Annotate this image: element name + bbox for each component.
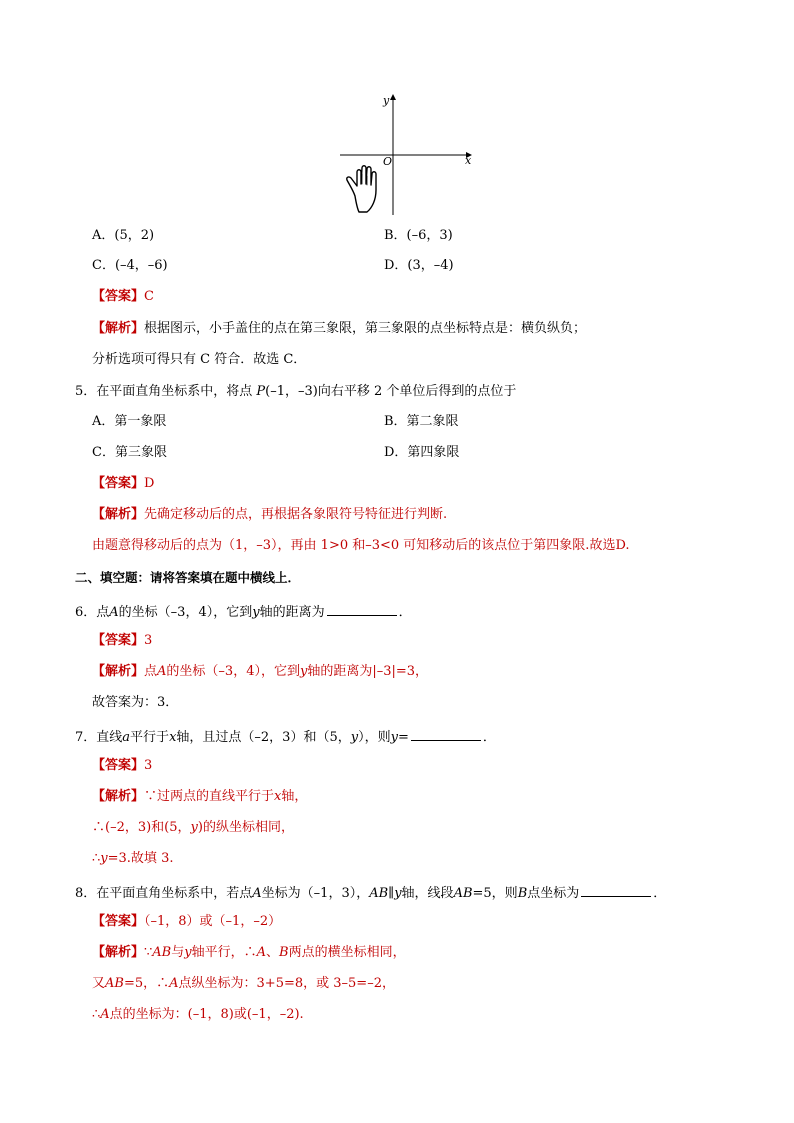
q7-analysis-line-1 — [92, 788, 307, 806]
analysis-tag: 【解析】 — [92, 789, 145, 804]
q8-stem-end: ． — [653, 886, 667, 901]
answer-tag: 【答案】 — [92, 289, 145, 304]
q8-analysis-2var: AB — [105, 976, 124, 991]
q4-analysis-line-2: 分析选项可得只有 C 符合．故选 C． — [92, 352, 307, 367]
hand-icon — [347, 166, 376, 212]
q5-option-c: C．第三象限 — [92, 445, 167, 460]
q7-stem-end: ． — [482, 730, 496, 745]
q8-var-a: A — [252, 886, 262, 901]
q8-answer-blank[interactable] — [581, 882, 651, 897]
q6-analysis-var-y: y — [299, 664, 308, 679]
answer-value: D — [144, 476, 155, 491]
analysis-tag: 【解析】 — [92, 507, 145, 522]
answer-tag: 【答案】 — [92, 476, 145, 491]
q5-stem-post: (–1，–3)向右平移 2 个单位后得到的点位于 — [265, 384, 517, 399]
q8-stem-b: 坐标为（–1，3）， — [261, 886, 370, 901]
q4-option-b: B．(–6，3) — [384, 228, 453, 243]
q8-stem-c: ∥ — [388, 886, 395, 901]
q8-analysis-1c: 轴平行，∴ — [191, 945, 257, 960]
y-axis-label: y — [383, 94, 390, 107]
q8-analysis-3b: 点的坐标为：(–1，8)或(–1，–2). — [109, 1007, 304, 1022]
q4-option-d: D．(3，–4) — [384, 258, 454, 273]
analysis-tag: 【解析】 — [92, 321, 145, 336]
q8-analysis-1var2: y — [184, 945, 192, 960]
q6-stem-end: ． — [398, 605, 412, 620]
q6-stem-b: 的坐标（–3，4），它到 — [118, 605, 253, 620]
q7-analysis-3a: ∴ — [92, 851, 101, 866]
q8-analysis-2c: 点纵坐标为：3+5=8，或 3–5=–2， — [178, 976, 395, 991]
q5-analysis-line-1 — [92, 506, 447, 524]
answer-value: 3 — [144, 633, 153, 648]
q5-answer — [92, 475, 154, 493]
q8-analysis-1d: 、 — [266, 945, 280, 960]
q5-option-a: A．第一象限 — [92, 414, 167, 429]
q8-var-y: y — [394, 886, 402, 901]
q7-stem — [75, 726, 496, 747]
answer-tag: 【答案】 — [92, 914, 145, 929]
q8-analysis-2a: 又 — [92, 976, 106, 991]
answer-tag: 【答案】 — [92, 758, 145, 773]
q6-analysis-a: 点 — [144, 664, 158, 679]
q7-analysis-1var: x — [274, 789, 282, 804]
answer-value: C — [144, 289, 154, 304]
q5-analysis-line-2: 由题意得移动后的点为（1，–3），再由 1>0 和–3<0 可知移动后的该点位于第四象限.故选D. — [92, 538, 630, 553]
q4-option-a: A．(5，2) — [92, 228, 155, 243]
q8-var-b: B — [517, 886, 528, 901]
q7-analysis-3b: =3.故填 3. — [107, 851, 174, 866]
q8-analysis-2var2: A — [169, 976, 179, 991]
q8-analysis-3var: A — [100, 1007, 110, 1022]
q8-analysis-1var3: A — [256, 945, 267, 960]
analysis-tag: 【解析】 — [92, 664, 145, 679]
q8-stem — [75, 882, 666, 903]
q6-stem — [75, 601, 412, 622]
q7-analysis-3var: y — [100, 851, 108, 866]
q7-stem-c: 轴，且过点（–2，3）和（5， — [176, 730, 351, 745]
q7-analysis-2a: ∴(–2，3)和(5， — [92, 820, 191, 835]
q8-analysis-line-2 — [92, 975, 395, 993]
q8-stem-a: 8．在平面直角坐标系中，若点 — [75, 886, 253, 901]
q5-point: P — [256, 384, 266, 399]
q6-analysis-line-2: 故答案为：3． — [92, 695, 179, 710]
q8-analysis-3a: ∴ — [92, 1007, 101, 1022]
q6-stem-a: 6．点 — [75, 605, 110, 620]
analysis-text: 先确定移动后的点，再根据各象限符号特征进行判断. — [144, 507, 448, 522]
q8-stem-d: 轴，线段 — [401, 886, 454, 901]
q7-var-x: x — [169, 730, 177, 745]
q6-answer — [92, 632, 152, 650]
q8-stem-f: 点坐标为 — [527, 886, 580, 901]
q8-var-ab2: AB — [453, 886, 473, 901]
q7-analysis-2b: )的纵坐标相同， — [197, 820, 294, 835]
x-axis-label: x — [465, 154, 472, 167]
q7-var-y2: y — [390, 730, 398, 745]
q8-analysis-2b: =5，∴ — [123, 976, 170, 991]
q7-stem-a: 7．直线 — [75, 730, 123, 745]
q5-option-b: B．第二象限 — [384, 414, 459, 429]
q7-analysis-2var: y — [190, 820, 198, 835]
q7-analysis-line-2 — [92, 819, 294, 837]
q5-option-d: D．第四象限 — [384, 445, 460, 460]
q8-stem-e: =5，则 — [472, 886, 518, 901]
q7-var-y: y — [350, 730, 359, 745]
q5-stem — [75, 383, 516, 401]
q7-analysis-1a: ∵过两点的直线平行于 — [144, 789, 275, 804]
q5-stem-pre: 5．在平面直角坐标系中，将点 — [75, 384, 257, 399]
answer-tag: 【答案】 — [92, 633, 145, 648]
q7-stem-e: = — [397, 730, 409, 745]
analysis-text: 根据图示，小手盖住的点在第三象限，第三象限的点坐标特点是：横负纵负； — [144, 321, 587, 336]
section-2-title: 二、填空题：请将答案填在题中横线上． — [75, 570, 301, 585]
q8-analysis-1var: AB — [152, 945, 172, 960]
q7-answer-blank[interactable] — [411, 726, 481, 741]
answer-value: （–1，8）或（–1，–2） — [144, 914, 282, 929]
q7-analysis-line-3 — [92, 850, 173, 868]
q6-var-a: A — [109, 605, 119, 620]
q6-analysis-var-a: A — [157, 664, 167, 679]
q7-var-a: a — [122, 730, 131, 745]
coordinate-figure — [335, 90, 480, 220]
q8-analysis-line-1 — [92, 944, 406, 962]
q8-analysis-line-3 — [92, 1006, 304, 1024]
q6-analysis-b: 的坐标（–3，4），它到 — [166, 664, 300, 679]
q6-analysis-c: 轴的距离为|–3|=3， — [307, 664, 429, 679]
q6-stem-c: 轴的距离为 — [259, 605, 325, 620]
origin-label: O — [383, 155, 393, 168]
q7-answer — [92, 757, 152, 775]
q7-stem-b: 平行于 — [130, 730, 170, 745]
q8-var-ab: AB — [369, 886, 389, 901]
answer-value: 3 — [144, 758, 153, 773]
q4-option-c: C．(–4，–6) — [92, 258, 168, 273]
q6-var-y: y — [252, 605, 260, 620]
q8-answer — [92, 913, 281, 931]
q4-analysis-line-1 — [92, 320, 586, 338]
q8-analysis-1var4: B — [279, 945, 289, 960]
y-axis-arrow — [390, 94, 396, 100]
q8-analysis-1a: ∵ — [144, 945, 153, 960]
q8-analysis-1e: 两点的横坐标相同， — [288, 945, 406, 960]
q8-analysis-1b: 与 — [171, 945, 185, 960]
q7-stem-d: ），则 — [358, 730, 391, 745]
q4-answer — [92, 288, 154, 306]
q7-analysis-1b: 轴， — [281, 789, 308, 804]
q6-answer-blank[interactable] — [327, 601, 397, 616]
q6-analysis-line-1 — [92, 663, 428, 681]
analysis-tag: 【解析】 — [92, 945, 145, 960]
